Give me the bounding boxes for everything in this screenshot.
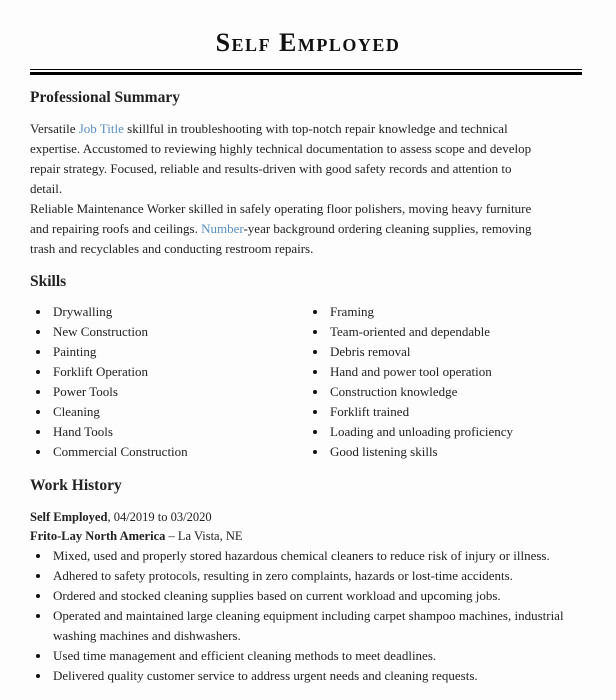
section-title-summary: Professional Summary	[30, 89, 180, 106]
header-rule-thin	[30, 69, 582, 70]
summary-text: -year background ordering cleaning supplies, removing	[243, 221, 532, 236]
skill-item: Loading and unloading proficiency	[307, 422, 513, 442]
skill-item: Good listening skills	[307, 442, 513, 462]
skills-list-right	[307, 302, 513, 462]
skill-item: Team-oriented and dependable	[307, 322, 513, 342]
skill-item: Hand Tools	[30, 422, 188, 442]
job-company-line	[30, 526, 243, 546]
summary-line: repair strategy. Focused, reliable and results-driven with good safety records and attention to	[30, 161, 512, 176]
section-title-work-history: Work History	[30, 477, 122, 494]
summary-text: skillful in troubleshooting with top-notch repair knowledge and technical	[123, 121, 508, 136]
skill-item: Drywalling	[30, 302, 188, 322]
skill-item: New Construction	[30, 322, 188, 342]
summary-text: and repairing roofs and ceilings.	[30, 221, 202, 236]
placeholder-number: Number	[201, 221, 244, 236]
summary-line: trash and recyclables and conducting restroom repairs.	[30, 241, 314, 256]
job-company: Frito-Lay North America	[30, 529, 166, 543]
skill-item: Commercial Construction	[30, 442, 188, 462]
skill-item: Forklift trained	[307, 402, 513, 422]
job-bullet: Delivered quality customer service to address urgent needs and cleaning requests.	[30, 666, 590, 686]
skill-item: Framing	[307, 302, 513, 322]
skills-list-left	[30, 302, 188, 462]
job-bullet: Operated and maintained large cleaning equipment including carpet shampoo machines, industrial washing machines and dishwashers.	[30, 606, 590, 646]
skill-item: Painting	[30, 342, 188, 362]
section-title-skills: Skills	[30, 273, 67, 290]
summary-paragraph	[30, 119, 590, 259]
skill-item: Hand and power tool operation	[307, 362, 513, 382]
header-rule-thick	[30, 72, 582, 75]
job-bullet: Mixed, used and properly stored hazardous chemical cleaners to reduce risk of injury or illness.	[30, 546, 590, 566]
skill-item: Cleaning	[30, 402, 188, 422]
job-title: Self Employed	[30, 510, 108, 524]
job-bullet: Adhered to safety protocols, resulting in zero complaints, hazards or lost-time accidents.	[30, 566, 590, 586]
job-bullet: Ordered and stocked cleaning supplies based on current workload and upcoming jobs.	[30, 586, 590, 606]
placeholder-job-title: Job Title	[78, 121, 124, 136]
summary-line	[30, 219, 590, 239]
job-bullets	[30, 546, 590, 686]
skill-item: Construction knowledge	[307, 382, 513, 402]
job-dates: , 04/2019 to 03/2020	[107, 510, 212, 524]
summary-line	[30, 119, 590, 139]
skill-item: Power Tools	[30, 382, 188, 402]
summary-text: Versatile	[30, 121, 79, 136]
skill-item: Forklift Operation	[30, 362, 188, 382]
skill-item: Debris removal	[307, 342, 513, 362]
job-location: – La Vista, NE	[165, 529, 243, 543]
job-title-line	[30, 507, 212, 527]
summary-line: detail.	[30, 181, 63, 196]
job-bullet: Used time management and efficient cleaning methods to meet deadlines.	[30, 646, 590, 666]
summary-line: expertise. Accustomed to reviewing highly technical documentation to assess scope and develop	[30, 141, 532, 156]
resume-name-heading: Self Employed	[215, 28, 401, 57]
summary-line: Reliable Maintenance Worker skilled in safely operating floor polishers, moving heavy furniture	[30, 201, 532, 216]
